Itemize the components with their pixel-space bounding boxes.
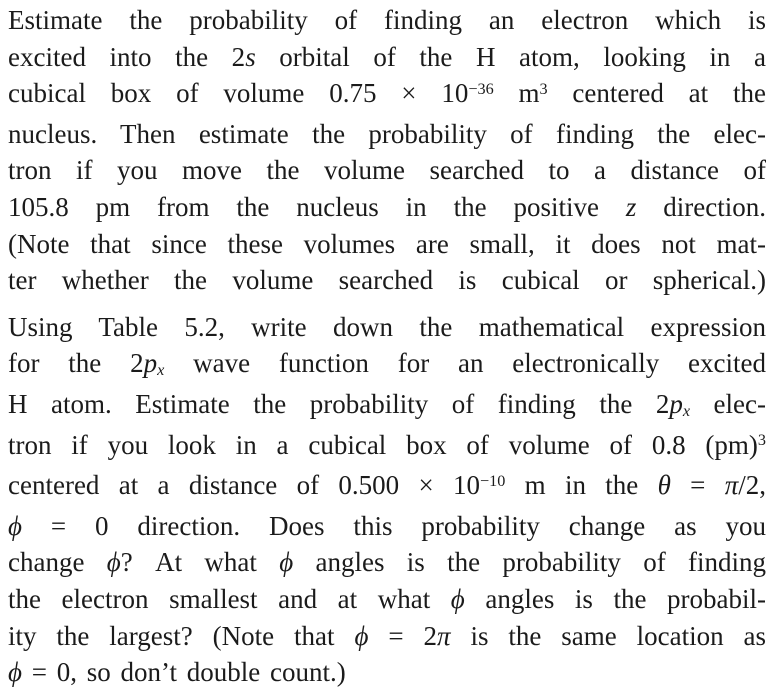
text-segment: x: [157, 361, 165, 380]
text-line: [8, 152, 766, 189]
text-line: [8, 581, 766, 618]
paragraph-1: [8, 2, 766, 299]
text-segment: ter whether the volume searched is cubical or spherical.): [8, 265, 766, 296]
text-segment: direction.: [636, 191, 767, 222]
text-segment: /2,: [738, 470, 766, 501]
text-segment: = 0 direction. Does this probability change as you: [21, 510, 766, 541]
text-line: [8, 345, 766, 386]
text-segment: = 2: [368, 620, 437, 651]
text-segment: is the same location as: [450, 620, 767, 651]
text-line: [8, 262, 766, 299]
text-segment: Using Table 5.2, write down the mathematical expression: [8, 311, 766, 342]
text-segment: (Note that since these volumes are small, it does not mat-: [8, 228, 766, 259]
text-line: [8, 467, 766, 508]
text-segment: for the 2: [8, 348, 144, 379]
text-segment: s: [245, 41, 256, 72]
text-segment: orbital of the H atom, looking in a: [255, 41, 766, 72]
text-segment: π: [437, 620, 451, 651]
text-segment: −10: [480, 471, 506, 490]
text-segment: θ: [657, 470, 671, 501]
text-line: [8, 2, 766, 39]
text-line: [8, 544, 766, 581]
text-segment: 105.8 pm from the nucleus in the positive: [8, 191, 626, 222]
text-line: [8, 618, 766, 655]
text-segment: p: [669, 388, 683, 419]
text-segment: 3: [757, 431, 766, 450]
text-segment: cubical box of volume 0.75 × 10: [8, 78, 469, 109]
text-segment: ϕ: [8, 510, 22, 541]
text-line: [8, 309, 766, 346]
text-segment: π: [724, 470, 739, 501]
text-segment: z: [625, 191, 637, 222]
text-line: [8, 226, 766, 263]
text-segment: p: [143, 348, 158, 379]
text-segment: H atom. Estimate the probability of finding the 2: [8, 388, 670, 419]
text-segment: change: [8, 547, 107, 578]
text-segment: ϕ: [279, 547, 294, 578]
text-segment: angles is the probability of finding: [293, 547, 767, 578]
text-segment: tron if you move the volume searched to a distance of: [8, 155, 766, 186]
text-segment: ity the largest? (Note that: [8, 620, 355, 651]
text-line: [8, 508, 766, 545]
text-segment: m: [493, 78, 540, 109]
text-line: [8, 189, 766, 226]
paragraph-2: [8, 309, 766, 691]
text-segment: Estimate the probability of finding an electron which is: [8, 5, 766, 35]
text-segment: wave function for an electronically excited: [164, 348, 766, 379]
text-line: [8, 116, 766, 153]
text-line: [8, 386, 766, 427]
text-segment: excited into the 2: [8, 41, 246, 72]
text-segment: nucleus. Then estimate the probability of finding the elec-: [8, 118, 766, 149]
text-segment: −36: [468, 79, 494, 98]
text-line: [8, 654, 766, 691]
text-segment: tron if you look in a cubical box of volume of 0.8 (pm): [8, 429, 758, 460]
text-segment: angles is the probabil-: [464, 583, 766, 614]
text-line: [8, 75, 766, 116]
text-segment: x: [682, 401, 691, 420]
text-segment: ? At what: [120, 547, 280, 578]
text-segment: m in the: [505, 470, 658, 501]
text-segment: centered at the: [547, 78, 766, 109]
text-segment: centered at a distance of 0.500 × 10: [8, 470, 481, 501]
text-line: [8, 427, 766, 468]
text-segment: =: [670, 470, 725, 501]
text-segment: ϕ: [450, 583, 465, 614]
text-segment: elec-: [690, 388, 766, 419]
text-segment: 3: [539, 79, 548, 98]
text-segment: = 0, so don’t double count.): [21, 657, 346, 688]
text-segment: the electron smallest and at what: [8, 583, 451, 614]
text-segment: ϕ: [8, 657, 22, 688]
text-segment: ϕ: [354, 620, 369, 651]
text-segment: ϕ: [106, 547, 121, 578]
text-line: [8, 39, 766, 76]
